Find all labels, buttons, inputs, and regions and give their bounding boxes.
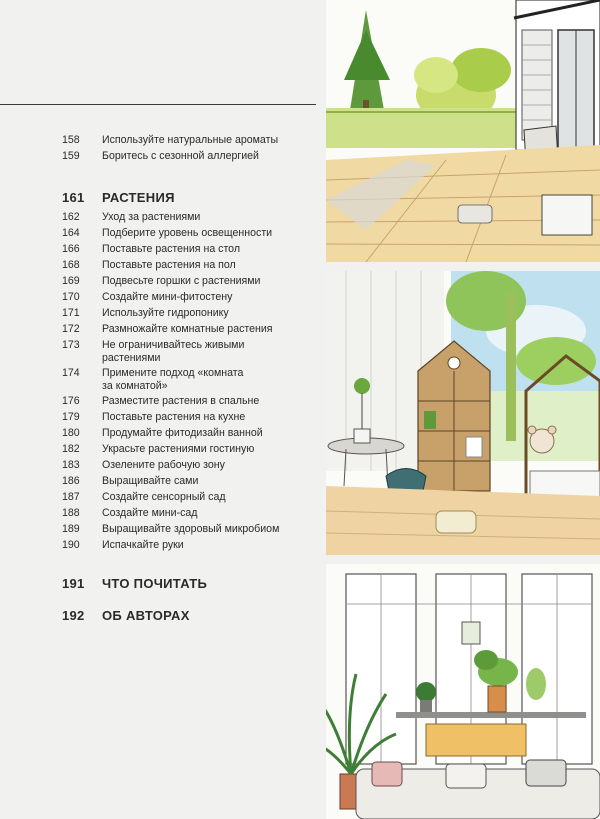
entry-title: Поставьте растения на кухне bbox=[102, 411, 246, 423]
page-number: 189 bbox=[62, 523, 80, 535]
entry-title: Испачкайте руки bbox=[102, 539, 184, 551]
entry-title: Размножайте комнатные растения bbox=[102, 323, 273, 335]
entry-title: Уход за растениями bbox=[102, 211, 201, 223]
page-number: 158 bbox=[62, 134, 80, 146]
page-number: 173 bbox=[62, 339, 80, 351]
entry-title: Продумайте фитодизайн ванной bbox=[102, 427, 263, 439]
entry-title: Поставьте растения на пол bbox=[102, 259, 236, 271]
entry-title: Создайте мини-сад bbox=[102, 507, 198, 519]
entry-title: Используйте гидропонику bbox=[102, 307, 229, 319]
entry-title: Используйте натуральные ароматы bbox=[102, 134, 279, 146]
header-rule bbox=[0, 104, 316, 105]
section-title: ЧТО ПОЧИТАТЬ bbox=[102, 576, 208, 591]
entry-title: Примените подход «комната за комнатой» bbox=[102, 367, 244, 392]
section-page-number: 191 bbox=[62, 576, 85, 591]
section-page-number: 192 bbox=[62, 608, 85, 623]
page-number: 180 bbox=[62, 427, 80, 439]
page-number: 176 bbox=[62, 395, 80, 407]
page-number: 187 bbox=[62, 491, 80, 503]
section-title: ОБ АВТОРАХ bbox=[102, 608, 190, 623]
living-room-illustration bbox=[326, 564, 600, 819]
section-title: РАСТЕНИЯ bbox=[102, 190, 175, 205]
page-number: 170 bbox=[62, 291, 80, 303]
page-number: 162 bbox=[62, 211, 80, 223]
page-number: 171 bbox=[62, 307, 80, 319]
page-number: 183 bbox=[62, 459, 80, 471]
entry-title: Выращивайте здоровый микробиом bbox=[102, 523, 280, 535]
entry-title: Выращивайте сами bbox=[102, 475, 199, 487]
entry-title: Украсьте растениями гостиную bbox=[102, 443, 255, 455]
entry-title: Боритесь с сезонной аллергией bbox=[102, 150, 259, 162]
entry-title: Создайте мини-фитостену bbox=[102, 291, 233, 303]
page-number: 168 bbox=[62, 259, 80, 271]
page-number: 174 bbox=[62, 367, 80, 379]
entry-title: Создайте сенсорный сад bbox=[102, 491, 226, 503]
entry-title: Разместите растения в спальне bbox=[102, 395, 260, 407]
page-number: 164 bbox=[62, 227, 80, 239]
page-number: 169 bbox=[62, 275, 80, 287]
entry-title: Подвесьте горшки с растениями bbox=[102, 275, 261, 287]
entry-title: Поставьте растения на стол bbox=[102, 243, 241, 255]
page-number: 182 bbox=[62, 443, 80, 455]
page-number: 172 bbox=[62, 323, 80, 335]
page-number: 186 bbox=[62, 475, 80, 487]
nursery-illustration bbox=[326, 271, 600, 555]
page-number: 159 bbox=[62, 150, 80, 162]
page-number: 190 bbox=[62, 539, 80, 551]
section-page-number: 161 bbox=[62, 190, 85, 205]
entry-title: Озелените рабочую зону bbox=[102, 459, 225, 471]
entry-title: Не ограничивайтесь живыми растениями bbox=[102, 339, 245, 364]
entry-title: Подберите уровень освещенности bbox=[102, 227, 273, 239]
terrace-illustration bbox=[326, 0, 600, 262]
page-number: 179 bbox=[62, 411, 80, 423]
page-number: 166 bbox=[62, 243, 80, 255]
page-number: 188 bbox=[62, 507, 80, 519]
